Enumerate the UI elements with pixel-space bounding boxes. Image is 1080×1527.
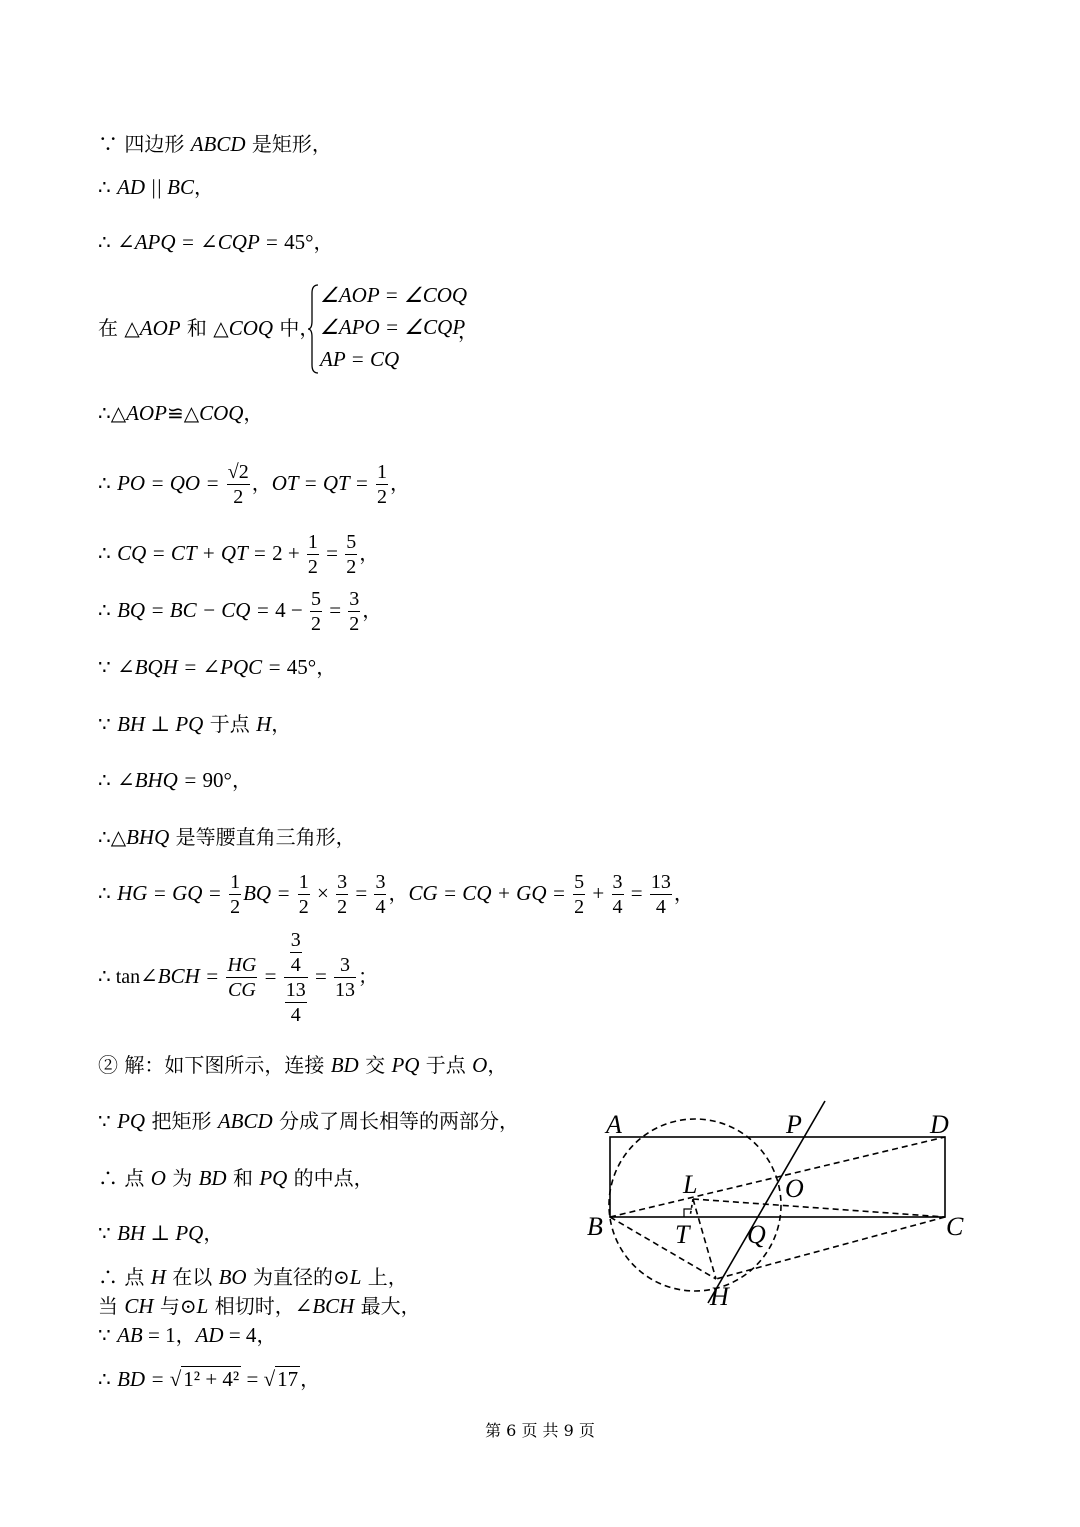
line-3: ∴ ∠APQ = ∠CQP = 45°，: [98, 230, 334, 254]
line-12: ∴△BHQ 是等腰直角三角形，: [98, 825, 356, 849]
fraction: $\frac{HG}{CG}$: [227, 954, 257, 1001]
label-l: L: [683, 1170, 698, 1199]
fraction: $\frac{3}{4}$: [612, 871, 623, 918]
fraction: $\frac{1}{2}$: [307, 531, 318, 578]
line-1: ∵ 四边形 ABCD 是矩形，: [98, 132, 332, 156]
segment-lt: [690, 1199, 693, 1217]
line-13: ∴ HG = GQ = $\frac{1}{2}$ BQ = $\frac{1}{2}$ × $\frac{3}{2}$ = $\frac{3}{4}$ ，CG = CQ + GQ = $\frac{5}{2}$ + $\frac{3}{4}$ = $\frac{13}{4}$ ，: [98, 871, 694, 918]
geometry-figure: [580, 1095, 980, 1315]
label-q: Q: [747, 1220, 766, 1249]
label-h: H: [710, 1282, 729, 1311]
fraction: $\frac{1}{2}$: [298, 871, 309, 918]
line-8: ∴ BQ = BC − CQ = 4 − $\frac{5}{2}$ = $\frac{3}{2}$ ，: [98, 588, 383, 635]
line-19: ∴ 点 H 在以 BO 为直径的⊙L 上，: [98, 1265, 408, 1289]
fraction: $\frac{3}{13}$: [335, 954, 356, 1001]
segment-bh: [610, 1217, 716, 1279]
fraction: $\frac{√2}{2}$: [227, 461, 249, 508]
line-9: ∵ ∠BQH = ∠PQC = 45°，: [98, 655, 337, 679]
fraction: $\frac{3}{2}$: [349, 588, 360, 635]
fraction: $\frac{13}{4}$: [650, 871, 671, 918]
line-21: ∵ AB = 1，AD = 4，: [98, 1323, 277, 1347]
fraction: $\frac{5}{2}$: [346, 531, 357, 578]
label-t: T: [675, 1220, 690, 1249]
system-row-3: AP = CQ: [320, 347, 400, 371]
line-2: ∴ AD || BC，: [98, 175, 214, 199]
fraction: $\frac{5}{2}$: [310, 588, 321, 635]
line-7: ∴ CQ = CT + QT = 2 + $\frac{1}{2}$ = $\frac{5}{2}$ ，: [98, 531, 380, 578]
label-o: O: [785, 1174, 804, 1203]
fraction: $\frac{5}{2}$: [574, 871, 585, 918]
line-20: 当 CH 与⊙L 相切时，∠BCH 最大，: [98, 1294, 421, 1318]
line-10: ∵ BH ⊥ PQ 于点 H，: [98, 712, 292, 736]
line-17: ∴ 点 O 为 BD 和 PQ 的中点，: [98, 1166, 374, 1190]
segment-lh: [693, 1199, 716, 1279]
label-c: C: [946, 1212, 964, 1241]
page-footer: 第 6 页 共 9 页: [485, 1421, 595, 1440]
system-row-1: ∠AOP = ∠COQ: [320, 283, 468, 307]
brace-icon: [308, 283, 320, 375]
line-16: ∵ PQ 把矩形 ABCD 分成了周长相等的两部分，: [98, 1109, 519, 1133]
compound-fraction: $\frac{\frac{3}{4}}{\frac{13}{4}}$: [285, 929, 306, 1026]
line-18: ∵ BH ⊥ PQ，: [98, 1221, 224, 1245]
fraction: $\frac{1}{2}$: [230, 871, 241, 918]
label-d: D: [930, 1110, 949, 1139]
circle-l: [609, 1119, 781, 1291]
system-comma: ，: [458, 319, 478, 343]
line-15: ② 解：如下图所示，连接 BD 交 PQ 于点 O，: [98, 1053, 508, 1077]
line-5: ∴△AOP≌△COQ，: [98, 401, 264, 425]
fraction: $\frac{3}{4}$: [375, 871, 386, 918]
line-4: 在 △AOP 和 △COQ 中，: [98, 316, 320, 340]
fraction: $\frac{1}{2}$: [377, 461, 388, 508]
label-p: P: [786, 1110, 802, 1139]
segment-lc: [693, 1199, 945, 1217]
sqrt-1: 1² + 4²: [183, 1367, 240, 1391]
sqrt-2: 17: [277, 1367, 299, 1391]
line-11: ∴ ∠BHQ = 90°，: [98, 768, 252, 792]
label-a: A: [606, 1110, 622, 1139]
label-b: B: [587, 1212, 603, 1241]
system-row-2: ∠APO = ∠CQP: [320, 315, 466, 339]
line-22: ∴ BD = √1² + 4² = √17 ，: [98, 1367, 321, 1391]
line-6: ∴ PO = QO = $\frac{√2}{2}$ ，OT = QT = $\frac{1}{2}$ ，: [98, 461, 411, 508]
fraction: $\frac{3}{2}$: [337, 871, 348, 918]
line-14: ∴ tan∠BCH = $\frac{HG}{CG}$ = $\frac{\frac{3}{4}}{\frac{13}{4}}$ = $\frac{3}{13}$ ；: [98, 929, 379, 1026]
